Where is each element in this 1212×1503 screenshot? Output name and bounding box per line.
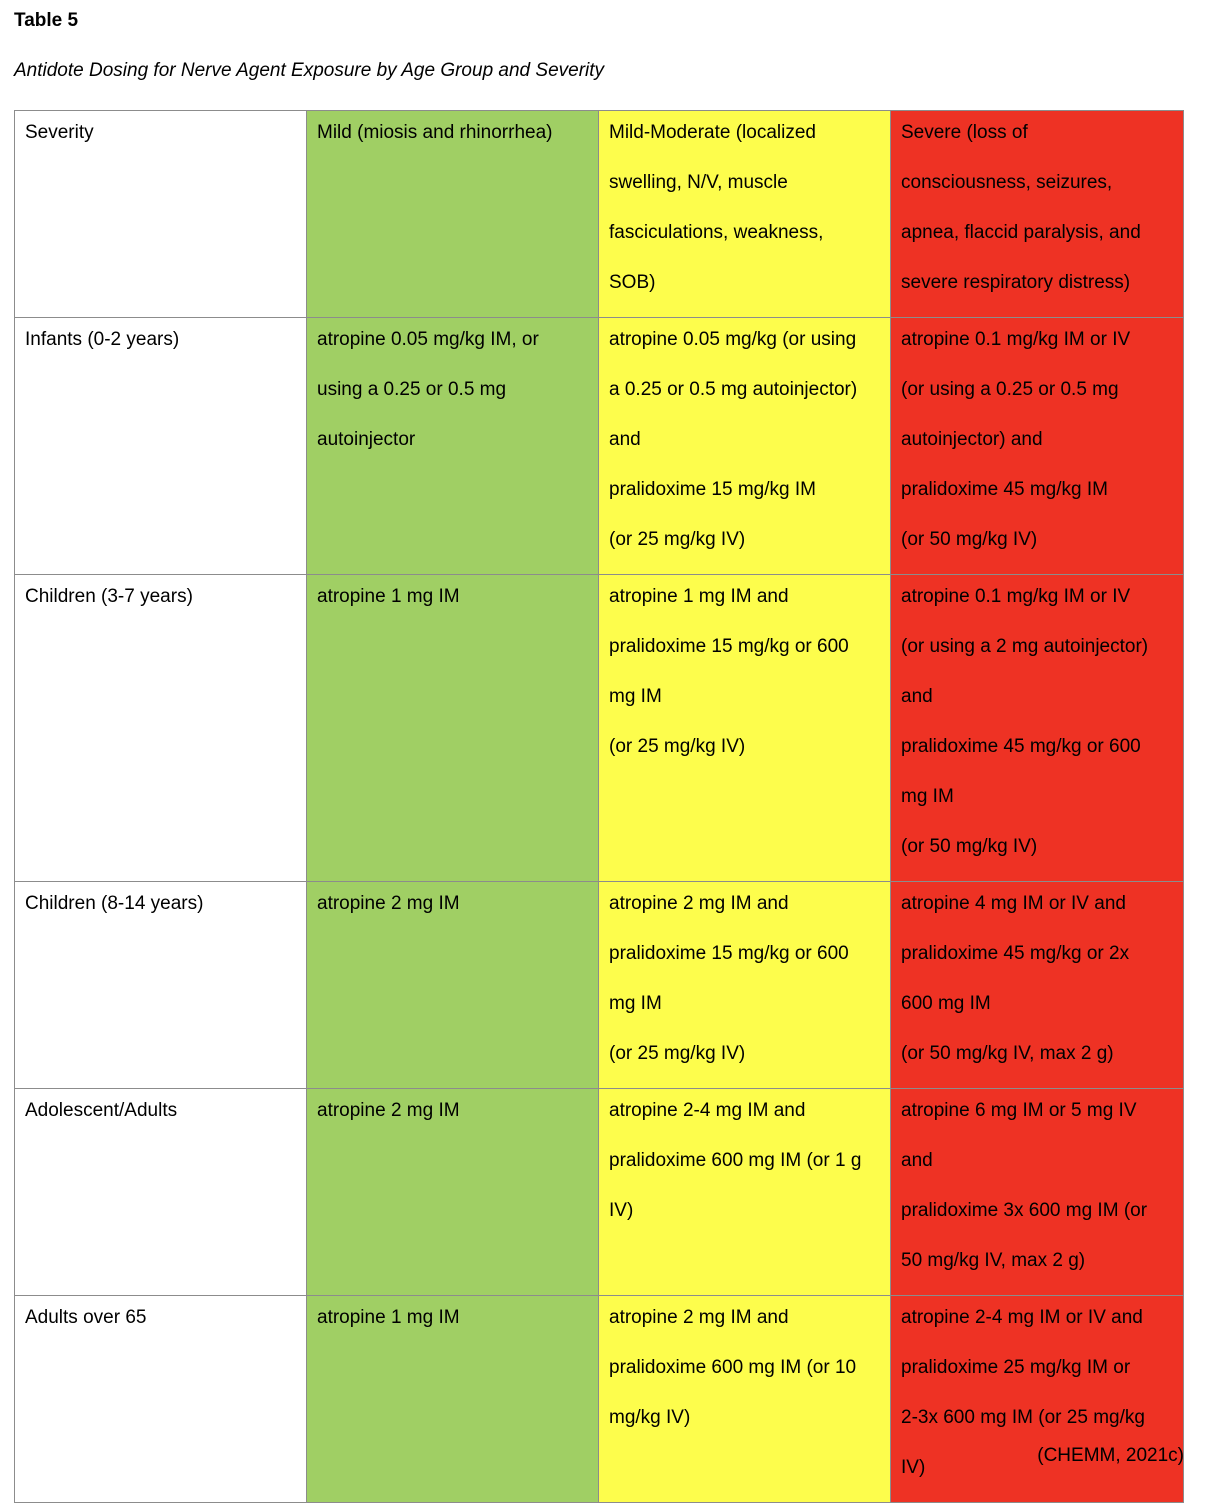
- mild-moderate-dose-cell: atropine 0.05 mg/kg (or using a 0.25 or 0.5 mg autoinjector) and pralidoxime 15 mg/kg IM (or 25 mg/kg IV): [599, 318, 891, 575]
- severe-dose-cell: atropine 0.1 mg/kg IM or IV (or using a 0.25 or 0.5 mg autoinjector) and pralidoxime 45 mg/kg IM (or 50 mg/kg IV): [891, 318, 1184, 575]
- severe-dose-cell: atropine 6 mg IM or 5 mg IV and pralidoxime 3x 600 mg IM (or 50 mg/kg IV, max 2 g): [891, 1089, 1184, 1296]
- table-row: [15, 1296, 1184, 1503]
- antidote-dosing-table: [14, 110, 1184, 1503]
- mild-dose-cell: atropine 1 mg IM: [307, 1296, 599, 1503]
- age-group-cell: Children (3-7 years): [15, 575, 307, 882]
- mild-dose-cell: atropine 2 mg IM: [307, 882, 599, 1089]
- severe-dose-cell: atropine 2-4 mg IM or IV and pralidoxime 25 mg/kg IM or 2-3x 600 mg IM (or 25 mg/kg IV): [891, 1296, 1184, 1503]
- table-label: Table 5: [14, 10, 79, 31]
- age-group-cell: Children (8-14 years): [15, 882, 307, 1089]
- table-row: [15, 318, 1184, 575]
- header-cell-mild: Mild (miosis and rhinorrhea): [307, 111, 599, 318]
- header-cell-severe: Severe (loss of consciousness, seizures, apnea, flaccid paralysis, and severe respiratory distress): [891, 111, 1184, 318]
- mild-moderate-dose-cell: atropine 2-4 mg IM and pralidoxime 600 mg IM (or 1 g IV): [599, 1089, 891, 1296]
- header-row: [15, 111, 1184, 318]
- table-row: [15, 882, 1184, 1089]
- age-group-cell: Infants (0-2 years): [15, 318, 307, 575]
- severe-dose-cell: atropine 4 mg IM or IV and pralidoxime 45 mg/kg or 2x 600 mg IM (or 50 mg/kg IV, max 2 g): [891, 882, 1184, 1089]
- age-group-cell: Adults over 65: [15, 1296, 307, 1503]
- mild-moderate-dose-cell: atropine 2 mg IM and pralidoxime 600 mg IM (or 10 mg/kg IV): [599, 1296, 891, 1503]
- table-row: [15, 1089, 1184, 1296]
- header-cell-mild-moderate: Mild-Moderate (localized swelling, N/V, muscle fasciculations, weakness, SOB): [599, 111, 891, 318]
- mild-moderate-dose-cell: atropine 1 mg IM and pralidoxime 15 mg/kg or 600 mg IM (or 25 mg/kg IV): [599, 575, 891, 882]
- mild-dose-cell: atropine 0.05 mg/kg IM, or using a 0.25 or 0.5 mg autoinjector: [307, 318, 599, 575]
- citation: (CHEMM, 2021c): [1037, 1445, 1184, 1466]
- mild-moderate-dose-cell: atropine 2 mg IM and pralidoxime 15 mg/kg or 600 mg IM (or 25 mg/kg IV): [599, 882, 891, 1089]
- table-title: Antidote Dosing for Nerve Agent Exposure by Age Group and Severity: [14, 60, 605, 81]
- table-row: [15, 575, 1184, 882]
- age-group-cell: Adolescent/Adults: [15, 1089, 307, 1296]
- severe-dose-cell: atropine 0.1 mg/kg IM or IV (or using a 2 mg autoinjector) and pralidoxime 45 mg/kg or 600 mg IM (or 50 mg/kg IV): [891, 575, 1184, 882]
- mild-dose-cell: atropine 2 mg IM: [307, 1089, 599, 1296]
- header-cell-severity: Severity: [15, 111, 307, 318]
- mild-dose-cell: atropine 1 mg IM: [307, 575, 599, 882]
